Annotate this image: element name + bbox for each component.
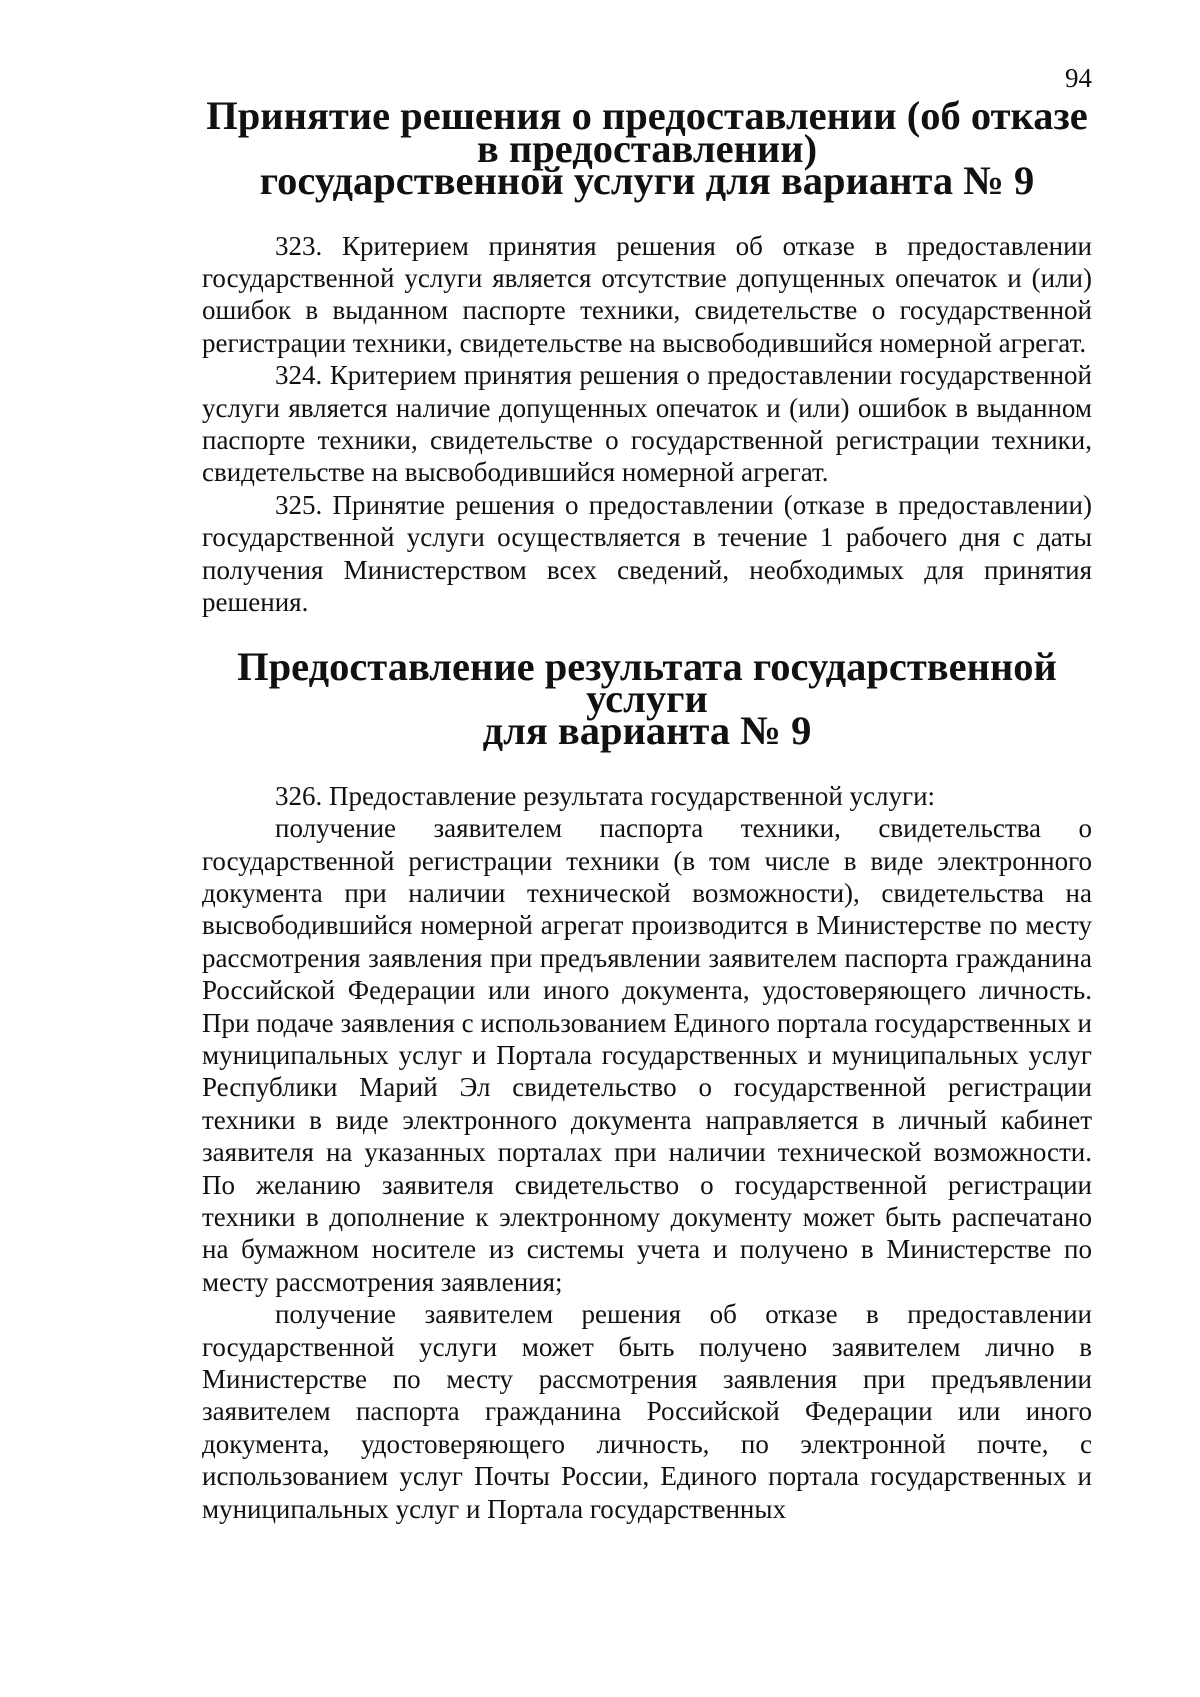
paragraph-326: 326. Предоставление результата государственной услуги: — [275, 780, 936, 811]
heading-line: Предоставление результата государственной услуги — [237, 643, 1057, 721]
section-heading-result — [202, 643, 1092, 754]
page-number: 94 — [1065, 63, 1092, 93]
heading-line: государственной услуги для варианта № 9 — [259, 158, 1035, 204]
heading-line: для варианта № 9 — [482, 708, 812, 754]
paragraph-324: 324. Критерием принятия решения о предоставлении государственной услуги является наличие допущенных опечаток и (или) ошибок в выданном паспорте техники, свидетельстве о государственной регистрации техники, свидетельстве на высвободившийся номерной агрегат. — [202, 360, 1092, 488]
document-page — [202, 62, 1092, 1525]
heading-line: Принятие решения о предоставлении (об отказе в предоставлении) — [206, 93, 1088, 171]
paragraph-result-receipt: получение заявителем паспорта техники, свидетельства о государственной регистрации техники (в том числе в виде электронного документа при наличии технической возможности), свидетельства на высвободившийся номерной агрегат производится в Министерстве по месту рассмотрения заявления при предъявлении заявителем паспорта гражданина Российской Федерации или иного документа, удостоверяющего личность. При подаче заявления с использованием Единого портала государственных и муниципальных услуг и Портала государственных и муниципальных услуг Республики Марий Эл свидетельство о государственной регистрации техники в виде электронного документа направляется в личный кабинет заявителя на указанных порталах при наличии технической возможности. По желанию заявителя свидетельство о государственной регистрации техники в дополнение к электронному документу может быть распечатано на бумажном носителе из системы учета и получено в Министерстве по месту рассмотрения заявления; — [202, 813, 1092, 1297]
paragraph-323: 323. Критерием принятия решения об отказе в предоставлении государственной услуги является отсутствие допущенных опечаток и (или) ошибок в выданном паспорте техники, свидетельстве о государственной регистрации техники, свидетельстве на высвободившийся номерной агрегат. — [202, 230, 1092, 358]
section-heading-decision — [202, 93, 1092, 204]
paragraph-refusal-receipt: получение заявителем решения об отказе в предоставлении государственной услуги может быть получено заявителем лично в Министерстве по месту рассмотрения заявления при предъявлении заявителем паспорта гражданина Российской Федерации или иного документа, удостоверяющего личность, по электронной почте, с использованием услуг Почты России, Единого портала государственных и муниципальных услуг и Портала государственных — [202, 1299, 1092, 1524]
paragraph-325: 325. Принятие решения о предоставлении (отказе в предоставлении) государственной услуги осуществляется в течение 1 рабочего дня с даты получения Министерством всех сведений, необходимых для принятия решения. — [202, 489, 1092, 618]
